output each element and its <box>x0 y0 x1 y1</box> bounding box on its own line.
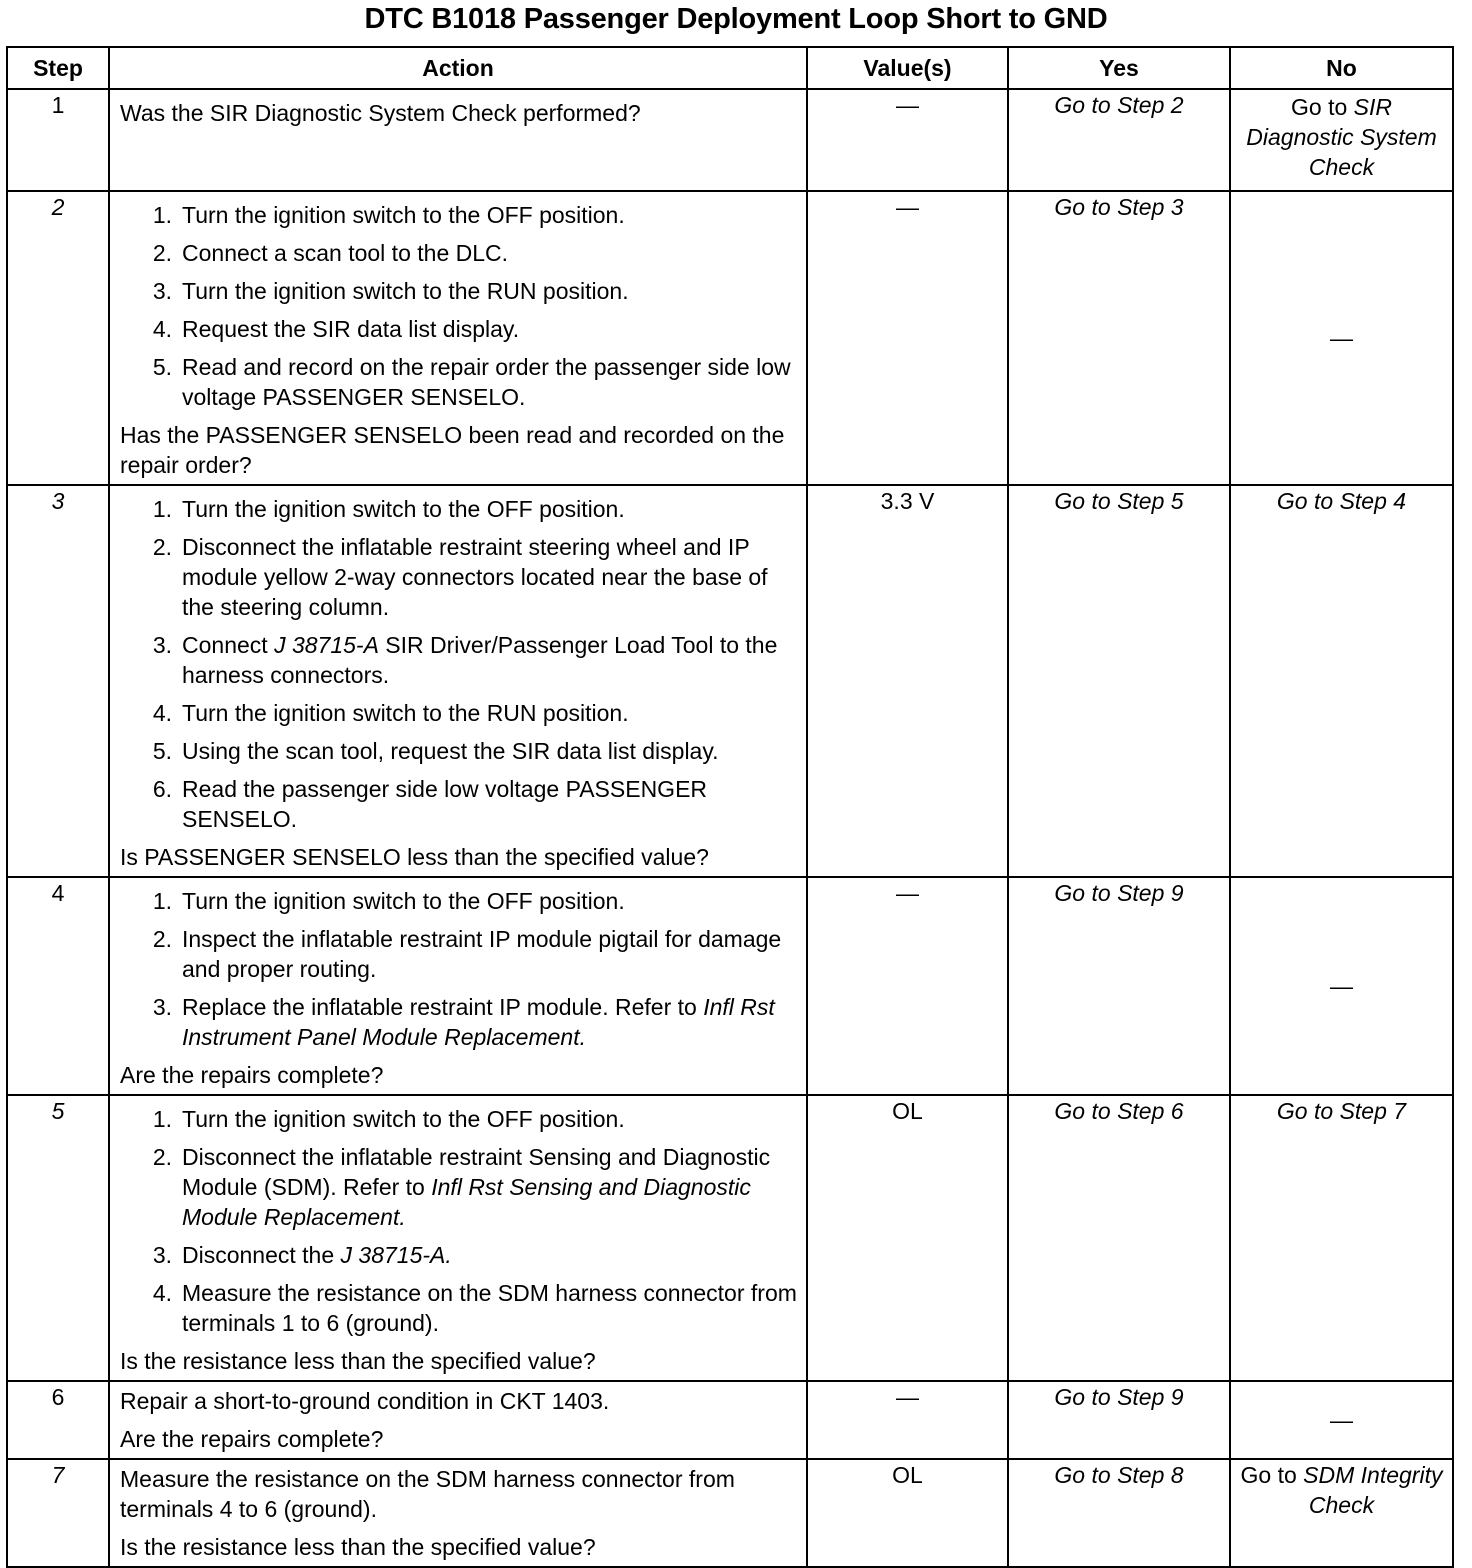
action-question: Is the resistance less than the specified value? <box>120 1348 596 1374</box>
list-item: 5. Using the scan tool, request the SIR data list display. <box>152 738 719 764</box>
action-cell <box>109 1459 807 1567</box>
no-cell: — <box>1230 877 1453 1095</box>
yes-cell <box>1008 877 1230 1095</box>
yes-link[interactable]: Go to Step 8 <box>1054 1462 1184 1488</box>
no-cell: — <box>1230 191 1453 485</box>
header-action: Action <box>109 47 807 89</box>
table-row-step-3 <box>7 485 1453 877</box>
action-question: Is the resistance less than the specified value? <box>120 1534 596 1560</box>
procedure-reference[interactable]: Infl Rst Sensing and Diagnostic Module Replacement. <box>182 1174 751 1230</box>
list-item: 3. Turn the ignition switch to the RUN position. <box>152 278 629 304</box>
action-cell <box>109 485 807 877</box>
action-text: Measure the resistance on the SDM harness connector from terminals 4 to 6 (ground). <box>120 1466 735 1522</box>
list-item: 5. Read and record on the repair order the passenger side low voltage PASSENGER SENSELO. <box>152 354 791 410</box>
procedure-reference[interactable]: Infl Rst Instrument Panel Module Replacement. <box>182 994 775 1050</box>
yes-link[interactable]: Go to Step 3 <box>1054 194 1184 220</box>
action-list <box>120 1104 798 1338</box>
value-cell: — <box>807 89 1008 191</box>
header-row <box>7 47 1453 89</box>
list-item: 6. Read the passenger side low voltage PASSENGER SENSELO. <box>152 776 708 832</box>
value-cell: — <box>807 877 1008 1095</box>
table-row-step-2 <box>7 191 1453 485</box>
step-number: 2 <box>7 191 109 485</box>
no-prefix: Go to <box>1291 94 1354 120</box>
list-item: 2. Disconnect the inflatable restraint steering wheel and IP module yellow 2-way connectors located near the base of the steering column. <box>152 534 768 620</box>
header-yes: Yes <box>1008 47 1230 89</box>
table-row-step-5 <box>7 1095 1453 1381</box>
action-question: Are the repairs complete? <box>120 1426 384 1452</box>
action-cell <box>109 1095 807 1381</box>
tool-reference: J 38715-A. <box>340 1242 452 1268</box>
yes-cell <box>1008 1095 1230 1381</box>
tool-reference: J 38715-A <box>274 632 379 658</box>
list-item: 3. Connect J 38715-A SIR Driver/Passenger Load Tool to the harness connectors. <box>152 632 778 688</box>
action-question: Is PASSENGER SENSELO less than the specified value? <box>120 844 709 870</box>
list-item: 2. Disconnect the inflatable restraint Sensing and Diagnostic Module (SDM). Refer to Infl Rst Sensing and Diagnostic Module Replacement. <box>152 1144 771 1230</box>
value-cell: OL <box>807 1459 1008 1567</box>
header-no: No <box>1230 47 1453 89</box>
table-row-step-7 <box>7 1459 1453 1567</box>
step-number: 6 <box>7 1381 109 1459</box>
action-text: Was the SIR Diagnostic System Check performed? <box>120 100 641 126</box>
yes-link[interactable]: Go to Step 6 <box>1054 1098 1184 1124</box>
list-item: 1. Turn the ignition switch to the OFF position. <box>152 202 625 228</box>
list-item: 3. Disconnect the J 38715-A. <box>152 1242 452 1268</box>
no-cell <box>1230 485 1453 877</box>
action-cell <box>109 191 807 485</box>
list-item: 2. Connect a scan tool to the DLC. <box>152 240 509 266</box>
step-number: 7 <box>7 1459 109 1567</box>
table-row-step-1 <box>7 89 1453 191</box>
list-item: 3. Replace the inflatable restraint IP module. Refer to Infl Rst Instrument Panel Module Replacement. <box>152 994 775 1050</box>
yes-cell <box>1008 191 1230 485</box>
yes-cell <box>1008 1381 1230 1459</box>
list-item: 4. Turn the ignition switch to the RUN position. <box>152 700 629 726</box>
no-cell: — <box>1230 1381 1453 1459</box>
value-cell: — <box>807 1381 1008 1459</box>
list-item: 4. Request the SIR data list display. <box>152 316 520 342</box>
header-step: Step <box>7 47 109 89</box>
list-item: 1. Turn the ignition switch to the OFF position. <box>152 1106 625 1132</box>
step-number: 1 <box>7 89 109 191</box>
action-cell <box>109 877 807 1095</box>
action-question: Has the PASSENGER SENSELO been read and recorded on the repair order? <box>120 422 785 478</box>
value-cell: — <box>807 191 1008 485</box>
table-row-step-4 <box>7 877 1453 1095</box>
yes-link[interactable]: Go to Step 9 <box>1054 880 1184 906</box>
header-value: Value(s) <box>807 47 1008 89</box>
step-number: 5 <box>7 1095 109 1381</box>
step-number: 4 <box>7 877 109 1095</box>
list-item: 1. Turn the ignition switch to the OFF position. <box>152 496 625 522</box>
value-cell: OL <box>807 1095 1008 1381</box>
step-number: 3 <box>7 485 109 877</box>
no-cell <box>1230 1459 1453 1567</box>
page-title: DTC B1018 Passenger Deployment Loop Short to GND <box>364 3 1108 35</box>
action-list <box>120 494 798 834</box>
no-cell <box>1230 89 1453 191</box>
action-list <box>120 886 798 1052</box>
no-cell <box>1230 1095 1453 1381</box>
action-cell <box>109 89 807 191</box>
yes-link[interactable]: Go to Step 2 <box>1054 92 1184 118</box>
action-question: Are the repairs complete? <box>120 1062 384 1088</box>
no-link[interactable]: Go to Step 7 <box>1276 1098 1407 1124</box>
value-cell: 3.3 V <box>807 485 1008 877</box>
action-list <box>120 200 798 412</box>
yes-link[interactable]: Go to Step 5 <box>1054 488 1184 514</box>
diagnostic-table <box>6 46 1454 1568</box>
no-link[interactable]: SIR Diagnostic System Check <box>1246 94 1437 180</box>
yes-cell <box>1008 89 1230 191</box>
yes-link[interactable]: Go to Step 9 <box>1054 1384 1184 1410</box>
no-link[interactable]: SDM Integrity Check <box>1303 1462 1443 1518</box>
no-link[interactable]: Go to Step 4 <box>1276 488 1407 514</box>
action-text: Repair a short-to-ground condition in CKT 1403. <box>120 1388 610 1414</box>
no-prefix: Go to <box>1240 1462 1304 1488</box>
action-cell <box>109 1381 807 1459</box>
list-item: 1. Turn the ignition switch to the OFF position. <box>152 888 625 914</box>
yes-cell <box>1008 1459 1230 1567</box>
list-item: 2. Inspect the inflatable restraint IP module pigtail for damage and proper routing. <box>152 926 782 982</box>
table-row-step-6 <box>7 1381 1453 1459</box>
yes-cell <box>1008 485 1230 877</box>
list-item: 4. Measure the resistance on the SDM harness connector from terminals 1 to 6 (ground). <box>152 1280 797 1336</box>
